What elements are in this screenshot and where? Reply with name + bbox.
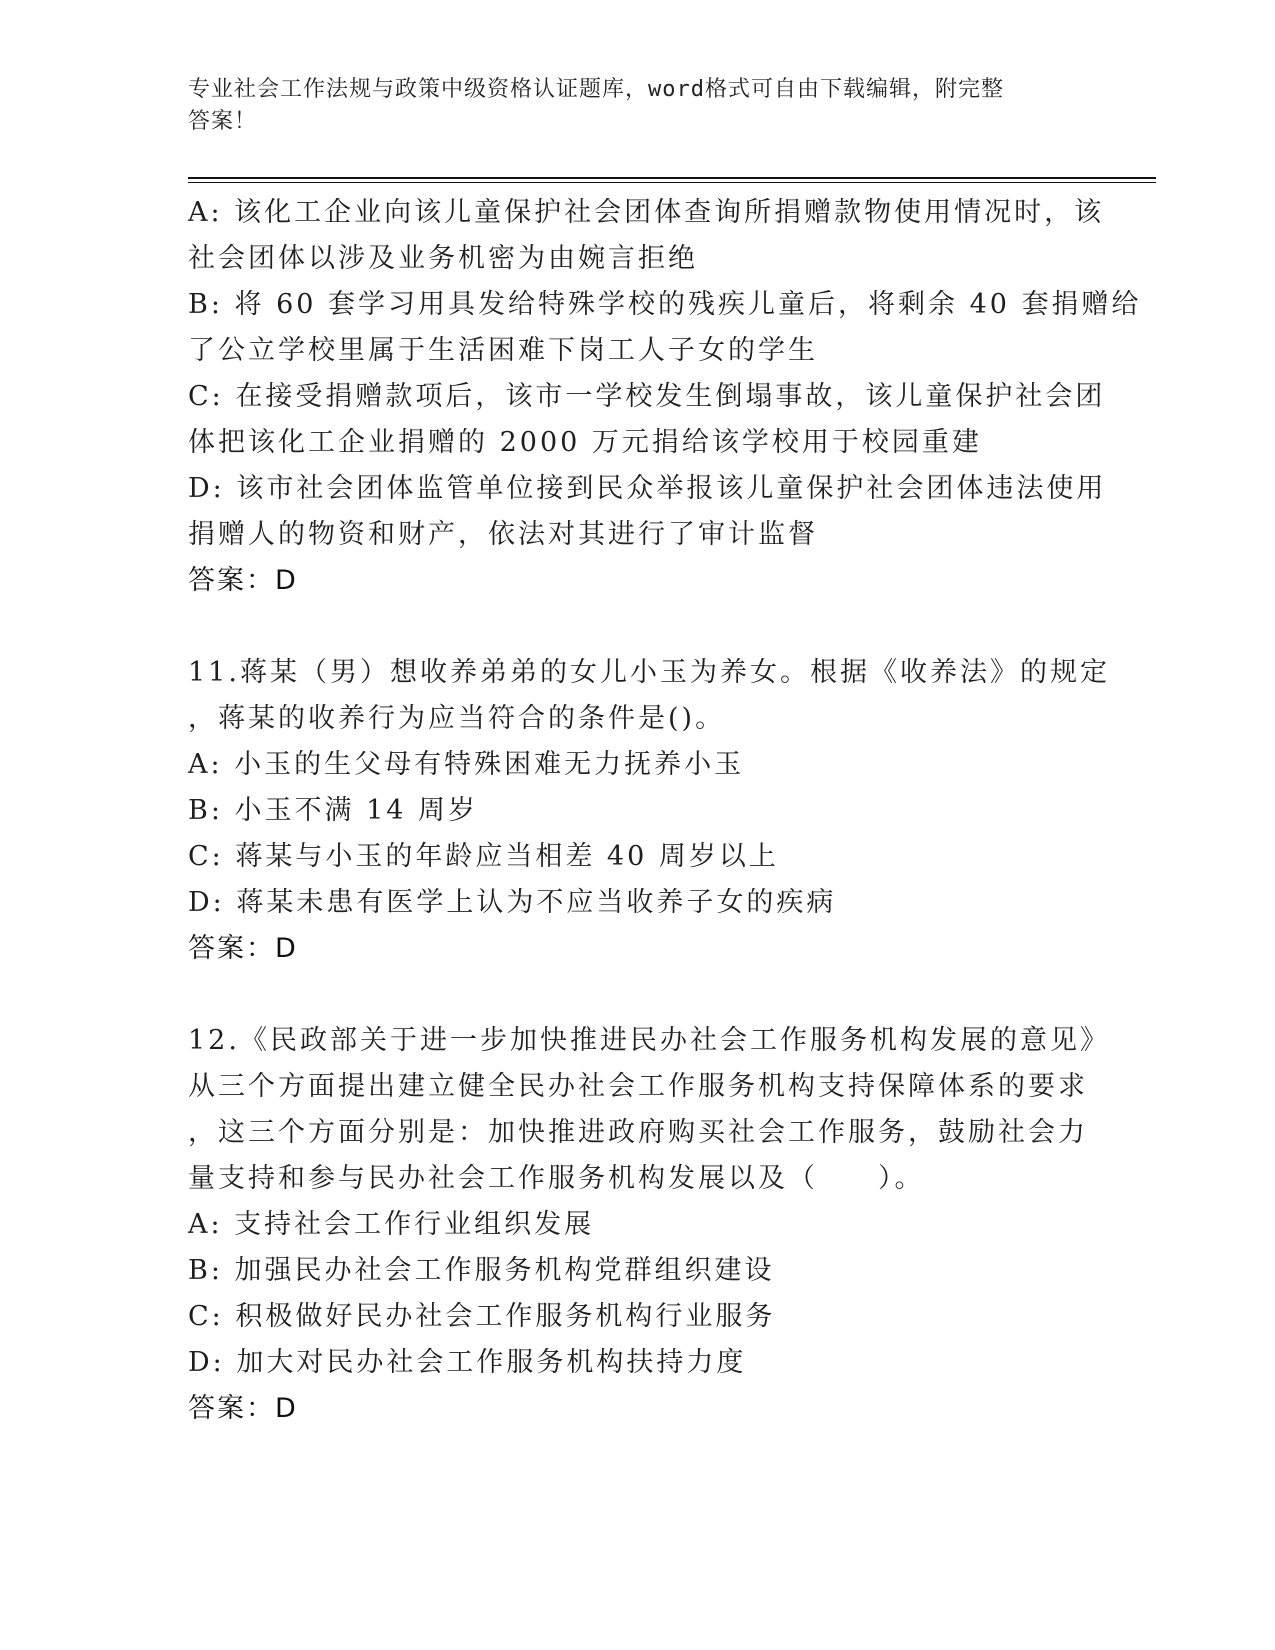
q10-option-a-line-1: A: 该化工企业向该儿童保护社会团体查询所捐赠款物使用情况时，该 [188,197,1105,228]
q12-answer: 答案：D [188,1393,298,1424]
q12-option-a: A: 支持社会工作行业组织发展 [188,1209,595,1240]
question-10-block [188,190,1142,604]
q11-stem-line-1: 11.蒋某（男）想收养弟弟的女儿小玉为养女。根据《收养法》的规定 [188,657,1110,688]
q10-option-c-line-2: 体把该化工企业捐赠的 2000 万元捐给该学校用于校园重建 [188,427,982,458]
q12-option-b: B: 加强民办社会工作服务机构党群组织建设 [188,1255,775,1286]
q10-option-d-line-2: 捐赠人的物资和财产，依法对其进行了审计监督 [188,519,818,550]
q11-answer: 答案：D [188,933,298,964]
q10-option-b-line-1: B: 将 60 套学习用具发给特殊学校的残疾儿童后，将剩余 40 套捐赠给 [188,289,1142,320]
header-line-2: 答案！ [188,109,258,134]
question-11-block [188,650,1110,972]
q12-stem-line-3: ，这三个方面分别是：加快推进政府购买社会工作服务，鼓励社会力 [188,1117,1088,1148]
q10-option-d-line-1: D: 该市社会团体监管单位接到民众举报该儿童保护社会团体违法使用 [188,473,1107,504]
page-header [188,74,1068,138]
q11-option-b: B: 小玉不满 14 周岁 [188,795,479,826]
q10-option-a-line-2: 社会团体以涉及业务机密为由婉言拒绝 [188,243,698,274]
q12-stem-line-1: 12.《民政部关于进一步加快推进民办社会工作服务机构发展的意见》 [188,1025,1110,1056]
q11-stem-line-2: ，蒋某的收养行为应当符合的条件是()。 [188,703,726,734]
q12-stem-line-2: 从三个方面提出建立健全民办社会工作服务机构支持保障体系的要求 [188,1071,1088,1102]
q10-answer: 答案：D [188,565,298,596]
spacer [188,604,1088,650]
q10-option-c-line-1: C: 在接受捐赠款项后，该市一学校发生倒塌事故，该儿童保护社会团 [188,381,1106,412]
question-content [188,190,1142,1432]
header-rule-thin [188,182,1156,183]
q11-option-c: C: 蒋某与小玉的年龄应当相差 40 周岁以上 [188,841,779,872]
q10-option-b-line-2: 了公立学校里属于生活困难下岗工人子女的学生 [188,335,818,366]
q11-option-a: A: 小玉的生父母有特殊困难无力抚养小玉 [188,749,745,780]
question-12-block [188,1018,1110,1432]
q12-option-c: C: 积极做好民办社会工作服务机构行业服务 [188,1301,776,1332]
q12-option-d: D: 加大对民办社会工作服务机构扶持力度 [188,1347,747,1378]
spacer [188,972,1088,1018]
q11-option-d: D: 蒋某未患有医学上认为不应当收养子女的疾病 [188,887,837,918]
header-rule-thick [188,177,1156,179]
q12-stem-line-4: 量支持和参与民办社会工作服务机构发展以及（ ）。 [188,1163,925,1194]
header-line-1: 专业社会工作法规与政策中级资格认证题库，word格式可自由下载编辑，附完整 [188,77,1004,102]
